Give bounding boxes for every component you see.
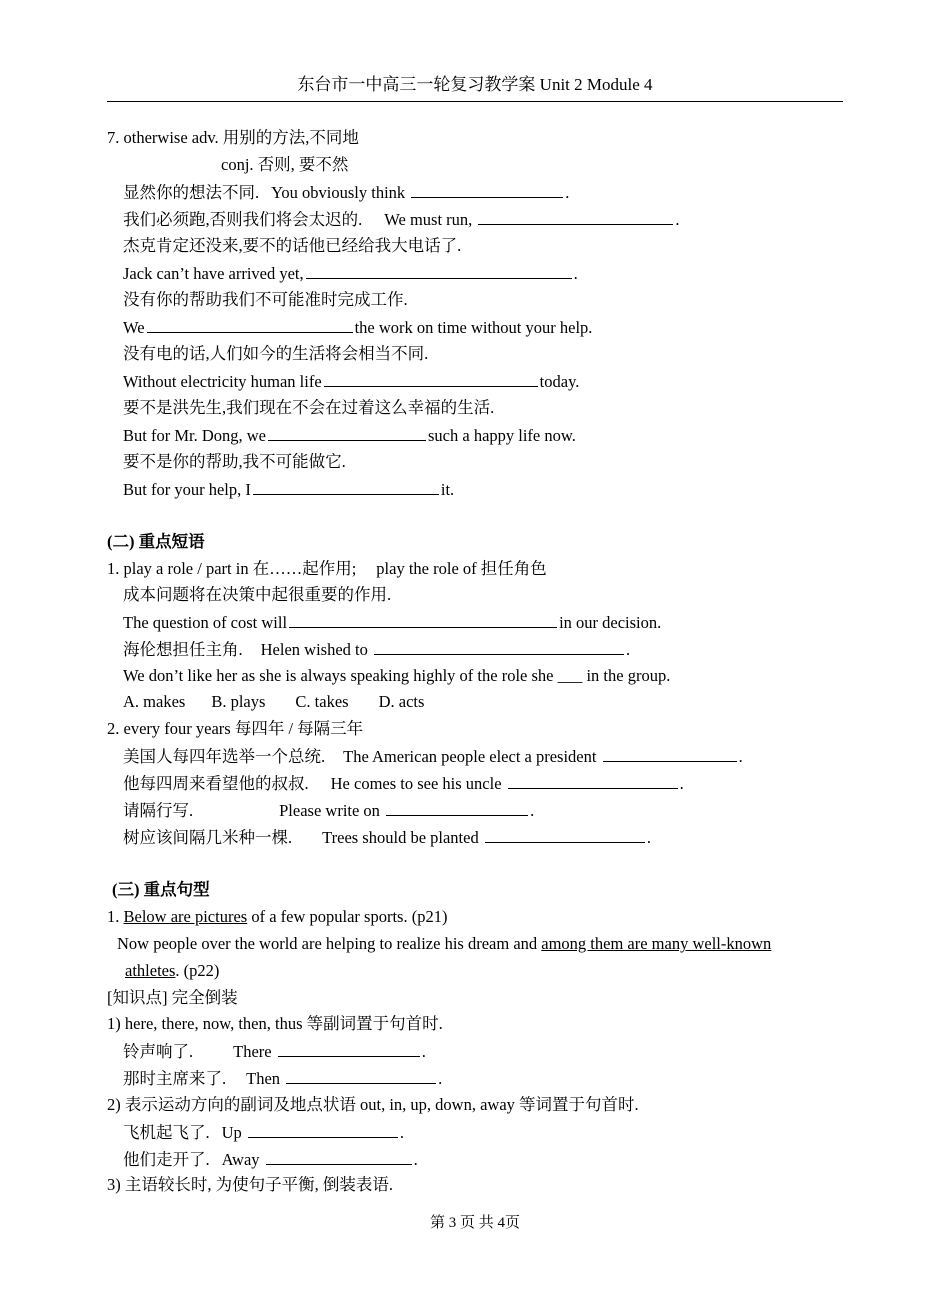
exercise-line: 我们必须跑,否则我们将会太迟的. We must run, . [123,210,680,229]
chinese-line: 要不是洪先生,我们现在不会在过着这么幸福的生活. [123,398,495,417]
exercise-line: 他每四周来看望他的叔叔. He comes to see his uncle . [123,774,684,793]
rule-line: 3) 主语较长时, 为使句子平衡, 倒装表语. [107,1175,393,1194]
exercise-line: 铃声响了. There . [123,1042,426,1061]
chinese-line: 要不是你的帮助,我不可能做它. [123,452,346,471]
knowledge-point: [知识点] 完全倒装 [107,988,238,1007]
phrase-heading: 1. play a role / part in 在……起作用; play the role of 担任角色 [107,559,547,578]
sentence-line: athletes. (p22) [125,961,220,980]
exercise-line: We don’t like her as she is always speaking highly of the role she ___ in the group. [123,666,671,685]
exercise-line: 树应该间隔几米种一棵. Trees should be planted . [123,828,651,847]
exercise-line: 请隔行写. Please write on . [123,801,535,820]
exercise-line: 美国人每四年选举一个总统. The American people elect a president . [123,747,743,766]
phrase-heading: 2. every four years 每四年 / 每隔三年 [107,719,364,738]
chinese-line: 没有你的帮助我们不可能准时完成工作. [123,290,408,309]
exercise-line: The question of cost will in our decision. [123,613,662,632]
chinese-line: 没有电的话,人们如今的生活将会相当不同. [123,344,429,363]
exercise-line: Without electricity human life today. [123,372,580,391]
exercise-line: 飞机起飞了. Up . [123,1123,405,1142]
section-heading: (二) 重点短语 [107,532,205,551]
otherwise-conj: conj. 否则, 要不然 [221,155,349,174]
exercise-line: 那时主席来了. Then . [123,1069,443,1088]
header-rule [107,101,843,102]
sentence-line: 1. Below are pictures of a few popular sports. (p21) [107,907,448,926]
exercise-line: 他们走开了. Away . [123,1150,418,1169]
page-header: 东台市一中高三一轮复习教学案 Unit 2 Module 4 [297,75,653,94]
exercise-line: Jack can’t have arrived yet, . [123,264,578,283]
sentence-line: Now people over the world are helping to realize his dream and among them are many well-known [117,934,772,953]
chinese-line: 成本问题将在决策中起很重要的作用. [123,585,392,604]
exercise-line: 显然你的想法不同. You obviously think . [123,183,570,202]
exercise-line: We the work on time without your help. [123,318,593,337]
exercise-line: 海伦想担任主角. Helen wished to . [123,640,631,659]
otherwise-heading: 7. otherwise adv. 用别的方法,不同地 [107,128,359,147]
rule-line: 2) 表示运动方向的副词及地点状语 out, in, up, down, away 等词置于句首时. [107,1095,639,1114]
section-heading: (三) 重点句型 [112,880,210,899]
page-footer: 第 3 页 共 4页 [429,1215,520,1231]
answer-options: A. makes B. plays C. takes D. acts [123,692,425,711]
exercise-line: But for Mr. Dong, we such a happy life now. [123,426,576,445]
rule-line: 1) here, there, now, then, thus 等副词置于句首时. [107,1014,443,1033]
exercise-line: But for your help, I it. [123,480,455,499]
chinese-line: 杰克肯定还没来,要不的话他已经给我大电话了. [123,236,462,255]
